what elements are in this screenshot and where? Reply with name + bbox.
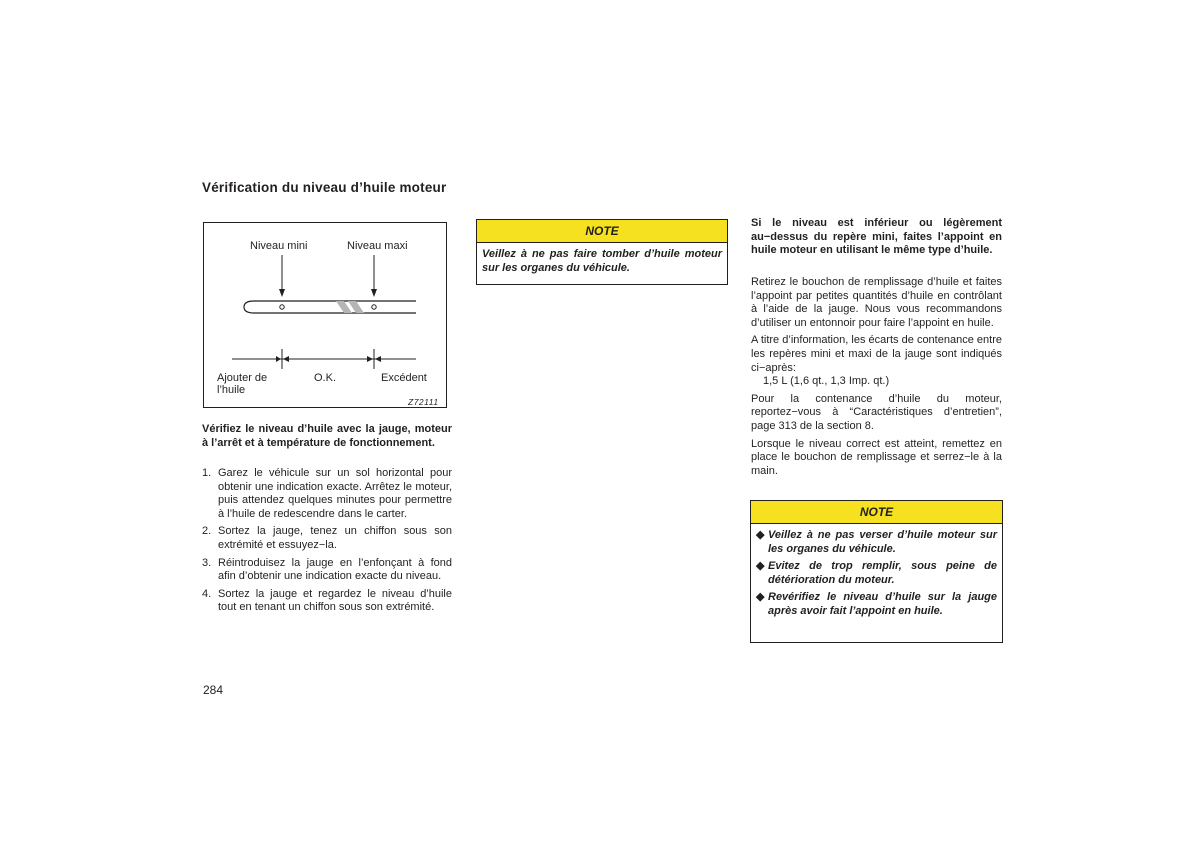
page-number: 284	[203, 683, 224, 697]
dipstick-figure	[203, 222, 447, 408]
diamond-bullet-icon: ◆	[756, 591, 765, 604]
note-title: NOTE	[751, 501, 1002, 524]
note-item-text: Revérifiez le niveau d’huile sur la jauge après avoir fait l’appoint en huile.	[768, 591, 997, 617]
label-niveau-mini: Niveau mini	[250, 240, 308, 252]
figure-code: Z72111	[408, 397, 439, 407]
step-number: 1.	[202, 467, 212, 479]
step-number: 4.	[202, 587, 212, 600]
refill-body	[751, 276, 1002, 482]
step-number: 3.	[202, 556, 212, 569]
refill-instruction: Si le niveau est inférieur ou légèrement au−dessus du repère mini, faites l’appoint en huile moteur en utilisant le même type d’huile.	[751, 217, 1002, 257]
step-text: Sortez la jauge et regardez le niveau d’huile tout en tenant un chiffon sous son extrémité.	[218, 587, 452, 614]
note-title: NOTE	[477, 220, 727, 243]
steps-list	[202, 467, 452, 619]
label-ajouter-line2: l’huile	[217, 384, 246, 396]
diamond-bullet-icon: ◆	[756, 529, 765, 541]
section-title: Vérification du niveau d’huile moteur	[202, 180, 447, 195]
paragraph: Lorsque le niveau correct est atteint, remettez en place le bouchon de remplissage et serrez−le à la main.	[751, 437, 1002, 477]
note-body	[751, 524, 1002, 628]
note-box-spill	[476, 219, 728, 285]
paragraph: A titre d’information, les écarts de contenance entre les repères mini et maxi de la jauge sont indiqués ci−après:	[751, 334, 1002, 374]
capacity-value: 1,5 L (1,6 qt., 1,3 Imp. qt.)	[763, 375, 890, 388]
step-item	[202, 557, 452, 584]
step-text: Sortez la jauge, tenez un chiffon sous son extrémité et essuyez−la.	[218, 525, 452, 551]
step-item	[202, 588, 452, 615]
step-number: 2.	[202, 525, 212, 538]
note-item-text: Veillez à ne pas verser d’huile moteur sur les organes du véhicule.	[768, 529, 997, 555]
diamond-bullet-icon: ◆	[756, 560, 765, 573]
paragraph: Pour la contenance d’huile du moteur, reportez−vous à “Caractéristiques d’entretien”, page 313 de la section 8.	[751, 392, 1002, 432]
paragraph: Retirez le bouchon de remplissage d’huile et faites l’appoint par petites quantités d’huile en contrôlant à l’aide de la jauge. Nous vous recommandons d’utiliser un entonnoir pour faire l’appoint en huile.	[751, 276, 1002, 329]
note-item	[756, 560, 997, 587]
note-item-text: Evitez de trop remplir, sous peine de détérioration du moteur.	[768, 560, 997, 586]
note-text: Veillez à ne pas faire tomber d’huile moteur sur les organes du véhicule.	[482, 248, 722, 274]
note-item	[756, 591, 997, 618]
note-box-warnings	[750, 500, 1003, 643]
note-item	[756, 529, 997, 556]
step-text: Garez le véhicule sur un sol horizontal pour obtenir une indication exacte. Arrêtez le moteur, puis attendez quelques minutes pour permettre à l’huile de redescendre dans le carter.	[218, 467, 452, 520]
label-ajouter-line1: Ajouter de	[217, 372, 268, 384]
step-item	[202, 467, 452, 521]
intro-instruction: Vérifiez le niveau d’huile avec la jauge, moteur à l’arrêt et à température de fonctionnement.	[202, 423, 452, 449]
step-item	[202, 525, 452, 552]
label-excedent: Excédent	[381, 372, 427, 384]
note-list	[756, 529, 997, 619]
label-niveau-maxi: Niveau maxi	[347, 240, 408, 252]
step-text: Réintroduisez la jauge en l’enfonçant à fond afin d’obtenir une indication exacte du niveau.	[218, 556, 452, 583]
label-ok: O.K.	[314, 372, 337, 384]
